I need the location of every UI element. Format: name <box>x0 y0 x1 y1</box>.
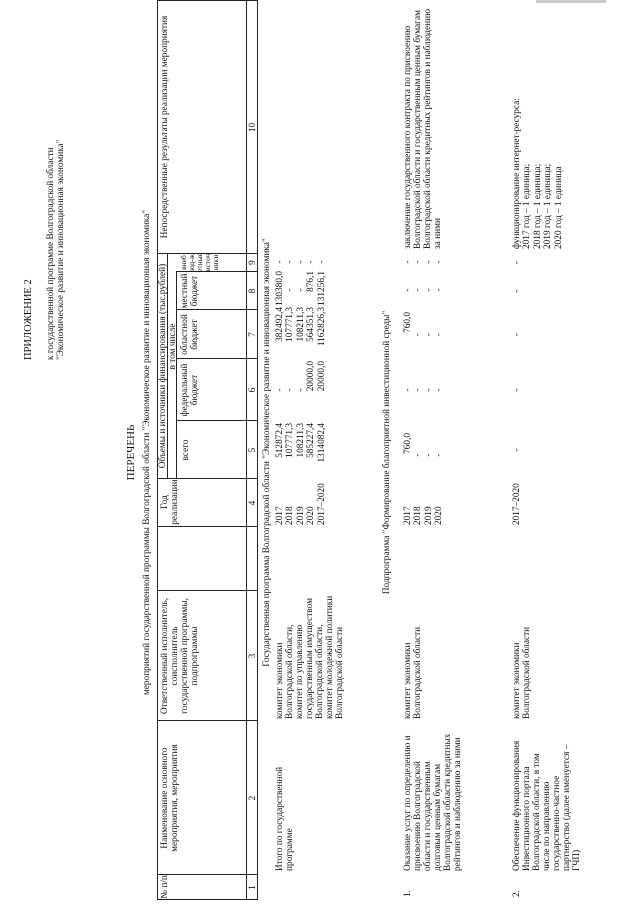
program-federal-value: - <box>285 388 296 392</box>
row1-local-value: - <box>403 288 413 292</box>
row2-total: - <box>512 448 522 452</box>
program-extra <box>275 254 327 270</box>
row1-year: 2017 <box>403 506 413 525</box>
row1-num: 1. <box>403 890 413 897</box>
row1-regional-value: - <box>423 332 434 337</box>
header-extra: внебюд-жетные источники <box>179 253 220 272</box>
vline-1 <box>157 899 257 900</box>
program-regional-value: 1162826,3 <box>316 307 327 347</box>
section-program-title: Государственная программа Волгоградской области "Экономическое развитие и инновационная экономика" <box>262 238 272 667</box>
row1-local-value: - <box>434 288 445 292</box>
row1-name: Оказание услуг по определению и присвоению Волгоградской области и государственным долговым ценным бумагам Волгоградской области кредитных рейтингов и наблюдению за ними <box>403 733 463 871</box>
row1-year: 2019 <box>423 506 434 525</box>
program-regional <box>275 307 327 357</box>
program-regional-value: 107771,3 <box>285 307 296 342</box>
row1-local-value: - <box>413 288 424 292</box>
row1-regional-value: 760,0 <box>403 312 413 333</box>
program-extra-value: - <box>295 260 306 264</box>
header-regional: областной бюджет <box>180 314 200 355</box>
col-number-7: 7 <box>248 332 258 337</box>
row1-regional <box>403 312 445 357</box>
vline-12 <box>157 0 257 1</box>
program-local-value: - <box>285 288 296 292</box>
program-year: 2017 <box>275 506 285 525</box>
col-number-6: 6 <box>248 387 258 393</box>
row1-extra-value: - <box>423 260 434 264</box>
row2-regional: - <box>512 332 522 337</box>
row2-name: Обеспечение функционирования Инвестиционного портала Волгоградской области, в том числе по направлению государственно-частное партнерство (далее именуется – ГЧП) <box>512 740 582 871</box>
header-local: местный бюджет <box>180 273 200 309</box>
program-total-value: 1314082,4 <box>316 423 327 463</box>
row1-year: 2020 <box>434 506 445 525</box>
program-extra-value: - <box>285 260 296 264</box>
program-regional-value: 382492,4 <box>275 307 285 342</box>
vline-3 <box>157 720 257 721</box>
row1-executor: комитет экономики Волгоградской области <box>403 626 423 719</box>
row1-local <box>403 271 445 309</box>
row1-federal-value: - <box>423 388 434 392</box>
header-num: № п/п <box>160 875 170 899</box>
row2-local: - <box>512 289 522 293</box>
row1-federal-value: - <box>403 388 413 392</box>
row1-result: заключение государственного контракта по присвоению Волгоградской области и государственным ценным бумагам Волгоградской области кредитных рейтингов и наблюдению за ними <box>403 8 443 249</box>
list-heading: ПЕРЕЧЕНЬ <box>125 424 137 481</box>
program-total-value: 512872,4 <box>275 423 285 458</box>
col-number-4: 4 <box>248 500 258 506</box>
header-incl: в том числе <box>168 323 178 370</box>
program-local-value: - <box>295 288 306 292</box>
vline-4 <box>157 590 257 591</box>
section-subprogram-title: Подпрограмма "Формирование благоприятной инвестиционной среды" <box>382 310 392 595</box>
program-federal-value: - <box>275 388 285 392</box>
row1-year: 2018 <box>413 506 424 525</box>
row1-extra-value: - <box>403 260 413 264</box>
program-regional-value: 564351,3 <box>306 307 317 342</box>
row2-federal: - <box>512 388 522 392</box>
program-extra-value: - <box>316 260 327 264</box>
col-number-9: 9 <box>248 260 258 265</box>
row1-total-value: 760,0 <box>403 433 413 454</box>
row1-regional-value: - <box>413 332 424 337</box>
header-federal: федеральный бюджет <box>180 363 200 417</box>
appendix-label: ПРИЛОЖЕНИЕ 2 <box>23 279 34 360</box>
program-row-executor: комитет экономики Волгоградской области, комитет по управлению государственным имуществом Волгоградской области, комитет молодежной политики Волгоградской области <box>275 595 345 719</box>
col-number-5: 5 <box>248 447 258 453</box>
program-federal-value: 20000,0 <box>306 361 317 392</box>
program-total-value: 585227,4 <box>306 423 317 458</box>
row1-federal <box>403 361 445 419</box>
table-top-line-left <box>157 0 158 253</box>
row2-result-intro: функционирование интернет-ресурса: <box>512 98 522 249</box>
header-name: Наименование основного мероприятия, мероприятия <box>160 744 180 852</box>
row2-executor: комитет экономики Волгоградской области <box>512 626 532 719</box>
program-year: 2020 <box>306 506 317 525</box>
program-year: 2018 <box>285 506 296 525</box>
row1-federal-value: - <box>413 388 424 392</box>
row1-extra-value: - <box>434 260 445 264</box>
program-year: 2019 <box>295 506 306 525</box>
row1-years <box>403 506 445 525</box>
program-row-name: Итого по государственной программе <box>275 766 295 871</box>
program-local-value: 876,1 <box>306 271 317 292</box>
appendix-to-line1: к государственной программе Волгоградской области <box>46 147 56 360</box>
row2-result-line: 2019 год – 1 единица; <box>543 163 554 249</box>
row1-regional-value: - <box>434 332 445 337</box>
program-regional-value: 108211,3 <box>295 307 306 342</box>
row1-total-value: - <box>423 453 434 457</box>
header-results: Непосредственные результаты реализации мероприятия <box>160 15 170 239</box>
row1-extra-value: - <box>413 260 424 264</box>
program-total <box>275 423 327 477</box>
row1-extra <box>403 254 445 270</box>
header-executor: Ответственный исполнитель, соисполнитель государственной программы, подпрограммы <box>160 597 200 715</box>
program-federal <box>275 361 327 419</box>
row2-result-line: 2017 год – 1 единица; <box>522 163 533 249</box>
header-volumes: Объемы и источники финансирования (тыс.рублей) <box>158 263 168 469</box>
col-number-10: 10 <box>248 122 258 133</box>
row1-federal-value: - <box>434 388 445 392</box>
list-subtitle: мероприятий государственной программы Волгоградской области "Экономическое развитие и инновационная экономика" <box>142 209 152 696</box>
col-numbers-top-line <box>246 0 247 900</box>
program-local <box>275 271 327 309</box>
col-number-2: 2 <box>248 795 258 801</box>
row2-num: 2. <box>512 890 522 897</box>
program-total-value: 108211,3 <box>295 423 306 458</box>
col-number-8: 8 <box>248 288 258 294</box>
col-number-3: 3 <box>248 653 258 659</box>
program-extra-value: - <box>275 260 285 264</box>
row1-total-value: - <box>434 453 445 457</box>
program-federal-value: 20000,0 <box>316 361 327 392</box>
row2-result-line: 2020 год – 1 единица <box>553 166 564 249</box>
header-total: всего <box>181 439 191 461</box>
program-years <box>275 483 327 525</box>
row2-years: 2017–2020 <box>512 483 522 525</box>
row2-result-line: 2018 год – 1 единица; <box>532 163 543 249</box>
program-extra-value: - <box>306 260 317 264</box>
row1-total-value: - <box>413 453 424 457</box>
appendix-to-line2: "Экономическое развитие и инновационная экономика" <box>56 139 66 360</box>
vline-5 <box>157 526 257 527</box>
program-local-value: 131256,1 <box>316 271 327 306</box>
program-year: 2017–2020 <box>316 483 327 525</box>
program-total-value: 107771,3 <box>285 423 296 458</box>
row1-total <box>403 433 445 477</box>
row1-local-value: - <box>423 288 434 292</box>
col-number-1: 1 <box>248 885 258 890</box>
program-local-value: 130380,0 <box>275 271 285 306</box>
header-year: Год реализации <box>160 479 180 525</box>
program-federal-value: - <box>295 388 306 392</box>
row2-result <box>512 5 564 249</box>
row2-extra: - <box>512 260 522 265</box>
vline-2 <box>157 874 257 875</box>
